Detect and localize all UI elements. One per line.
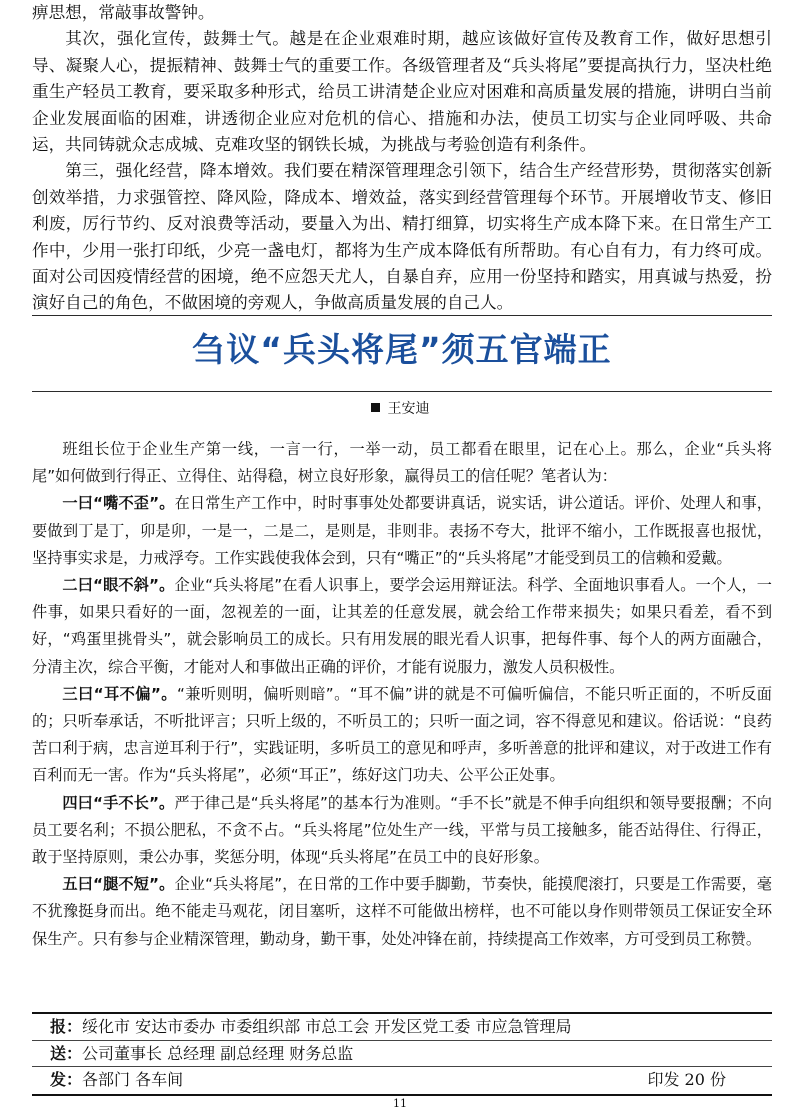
section-lead: 三曰“耳不偏”。 [62, 684, 177, 703]
author-name: 王安迪 [387, 401, 430, 417]
page-number: 11 [393, 1097, 407, 1110]
distribution-report-row [50, 1015, 760, 1039]
footer-divider [32, 1066, 772, 1067]
footer-bottom-rule [32, 1094, 772, 1096]
paragraph-publicity: 其次，强化宣传，鼓舞士气。越是在企业艰难时期，越应该做好宣传及教育工作，做好思想引导、凝聚人心，提振精神、鼓舞士气的重要工作。各级管理者及“兵头将尾”要提高执行力，坚决杜绝重生产轻员工教育，要采取多种形式，给员工讲清楚企业应对困难和高质量发展的措施，讲明白当前企业发展面临的困难，讲透彻企业应对危机的信心、措施和办法，使员工切实与企业同呼吸、共命运，共同铸就众志成城、克难攻坚的钢铁长城，为挑战与考验创造有利条件。 [32, 29, 772, 155]
footer-divider [32, 1040, 772, 1041]
section-body: 企业“兵头将尾”，在日常的工作中要手脚勤，节奏快，能摸爬滚打，只要是工作需要，毫不犹豫挺身而出。绝不能走马观花，闭目塞听，这样不可能做出榜样，也不可能以身作则带领员工保证安全环保生产。只有参与企业精深管理，勤动身，勤干事，处处冲锋在前，持续提高工作效率，方可受到员工称赞。 [32, 875, 772, 948]
send-label: 送： [50, 1044, 83, 1063]
section-lead: 二曰“眼不斜”。 [62, 576, 175, 595]
previous-article-tail [32, 0, 772, 317]
section-body: 企业“兵头将尾”在看人识事上，要学会运用辩证法。科学、全面地识事看人。一个人，一件事，如果只看好的一面，忽视差的一面，让其差的任意发展，就会给工作带来损失；如果只看差，看不到好，“鸡蛋里挑骨头”，就会影响员工的成长。只有用发展的眼光看人识事，把每件事、每个人的两方面融合，分清主次，综合平衡，才能对人和事做出正确的评价，才能有说服力，激发人员积极性。 [32, 576, 772, 676]
issue-label: 发： [50, 1070, 83, 1089]
section-eyes [32, 572, 772, 681]
author-byline [0, 398, 800, 420]
section-lead: 一曰“嘴不歪”。 [62, 494, 175, 513]
issue-recipients: 各部门 各车间 [82, 1070, 184, 1089]
distribution-issue-row [50, 1068, 760, 1092]
article-body [32, 436, 772, 953]
section-legs [32, 871, 772, 953]
section-lead: 四曰“手不长”。 [62, 793, 175, 812]
section-lead: 五曰“腿不短”。 [62, 875, 175, 894]
section-hands [32, 790, 772, 872]
section-body: “兼听则明，偏听则暗”。“耳不偏”讲的就是不可偏听偏信，不能只听正面的，不听反面的；只听奉承话，不听批评言；只听上级的，不听员工的；只听一面之词，容不得意见和建议。俗话说：“良药苦口利于病，忠言逆耳利于行”，实践证明，多听员工的意见和呼声，多听善意的批评和建议，对于改进工作有百利而无一害。作为“兵头将尾”，必须“耳正”，练好这门功夫、公平公正处事。 [32, 684, 772, 785]
footer-top-rule [32, 1012, 772, 1014]
copies-count: 印发 20 份 [647, 1070, 726, 1089]
title-bottom-rule [32, 391, 772, 392]
paragraph-continuation: 痹思想，常敲事故警钟。 [32, 3, 215, 22]
section-ears [32, 681, 772, 790]
section-body: 在日常生产工作中，时时事事处处都要讲真话，说实话，讲公道话。评价、处理人和事，要做到丁是丁，卯是卯，一是一，二是二，是则是，非则非。表扬不夸大，批评不缩小，工作既报喜也报忧，坚持事实求是，力戒浮夸。工作实践使我体会到，只有“嘴正”的“兵头将尾”才能受到员工的信赖和爱戴。 [32, 494, 772, 567]
send-recipients: 公司董事长 总经理 副总经理 财务总监 [82, 1044, 354, 1063]
article-title: 刍议“兵头将尾”须五官端正 [192, 330, 612, 369]
square-bullet-icon [371, 403, 380, 412]
section-body: 严于律己是“兵头将尾”的基本行为准则。“手不长”就是不伸手向组织和领导要报酬；不向员工要名利；不损公肥私，不贪不占。“兵头将尾”位处生产一线，平常与员工接触多，能否站得住、行得正，敢于坚持原则，秉公办事，奖惩分明，体现“兵头将尾”在员工中的良好形象。 [32, 793, 772, 867]
distribution-send-row [50, 1042, 760, 1066]
paragraph-operations: 第三，强化经营，降本增效。我们要在精深管理理念引领下，结合生产经营形势，贯彻落实创新创效举措，力求强管控、降风险，降成本、增效益，落实到经营管理每个环节。开展增收节支、修旧利废，厉行节约、反对浪费等活动，要量入为出、精打细算，切实将生产成本降下来。在日常生产工作中，少用一张打印纸，少亮一盏电灯，都将为生产成本降低有所帮助。有心自有力，有力终可成。面对公司因疫情经营的困境，绝不应怨天尤人，自暴自弃，应用一份坚持和踏实，用真诚与热爱，扮演好自己的角色，不做困境的旁观人，争做高质量发展的自己人。 [32, 161, 772, 313]
report-label: 报： [50, 1017, 83, 1036]
report-recipients: 绥化市 安达市委办 市委组织部 市总工会 开发区党工委 市应急管理局 [82, 1017, 572, 1036]
title-top-rule [32, 315, 772, 316]
article-intro: 班组长位于企业生产第一线，一言一行，一举一动，员工都看在眼里，记在心上。那么，企业“兵头将尾”如何做到行得正、立得住、站得稳，树立良好形象，赢得员工的信任呢？笔者认为： [32, 440, 772, 486]
section-mouth [32, 490, 772, 572]
